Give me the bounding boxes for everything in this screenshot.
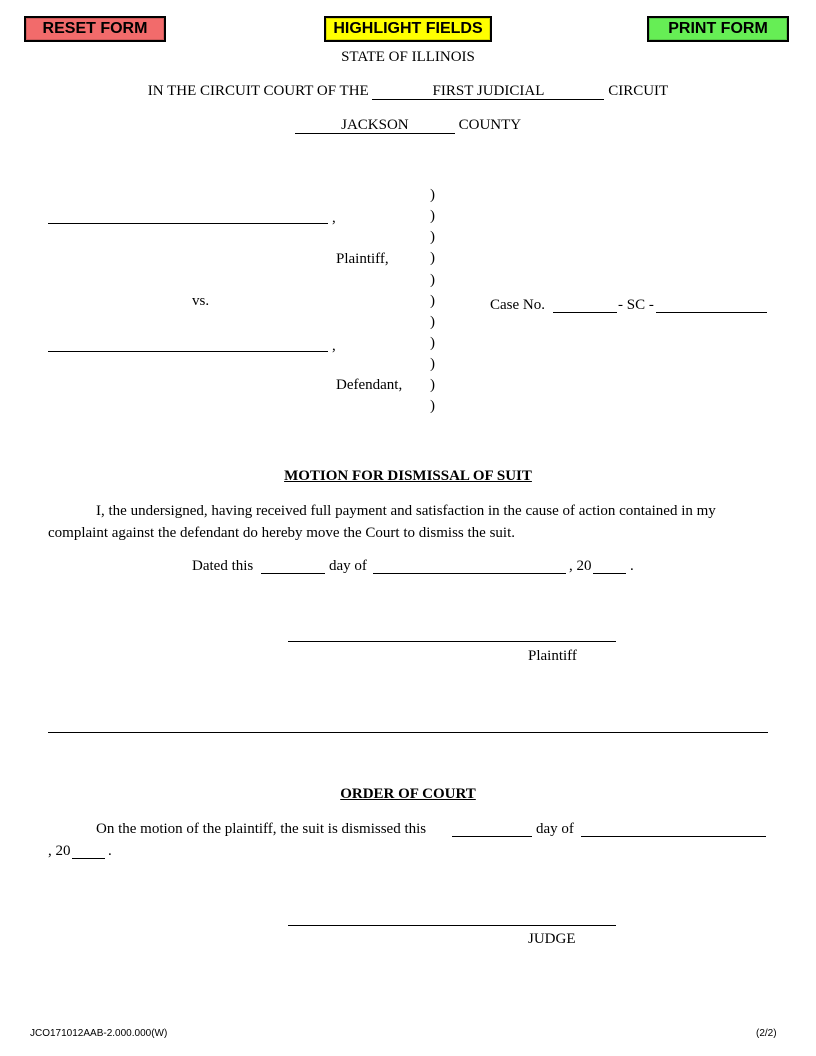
plaintiff-label: Plaintiff, [336,251,389,267]
motion-year-input[interactable] [593,558,626,574]
order-period: . [108,843,112,859]
dated-this-label: Dated this [192,558,254,574]
court-prefix: IN THE CIRCUIT COURT OF THE [147,83,369,99]
caption-paren: ) [430,335,435,351]
county-field[interactable]: JACKSON [295,118,455,134]
form-id: JCO171012AAB-2.000.000(W) [30,1028,168,1039]
caption-paren: ) [430,398,435,414]
case-sc-label: - SC - [618,297,654,313]
caption-paren: ) [430,314,435,330]
vs-label: vs. [192,293,210,309]
print-form-button[interactable]: PRINT FORM [647,16,789,42]
order-title: ORDER OF COURT [340,786,476,802]
caption-paren: ) [430,229,435,245]
motion-comma-20: , 20 [569,558,592,574]
defendant-comma: , [332,338,336,354]
caption-paren: ) [430,293,435,309]
plaintiff-signature-label: Plaintiff [528,648,577,664]
case-number-input[interactable] [656,297,767,313]
court-line [0,83,816,100]
circuit-suffix: CIRCUIT [608,83,669,99]
plaintiff-signature-line [288,641,616,642]
case-year-input[interactable] [553,297,617,313]
order-day-of-label: day of [536,821,574,837]
judge-signature-line [288,925,616,926]
judge-signature-label: JUDGE [528,931,576,947]
order-body-start: On the motion of the plaintiff, the suit is dismissed this [96,821,427,837]
county-suffix: COUNTY [458,117,522,133]
motion-period: . [630,558,634,574]
section-divider [48,732,768,733]
motion-day-of-label: day of [329,558,367,574]
case-no-label: Case No. [490,297,545,313]
motion-body: I, the undersigned, having received full payment and satisfaction in the cause of action contained in my complaint against the defendant do hereby move the Court to dismiss the suit. [48,503,716,541]
county-line [0,117,816,134]
caption-paren: ) [430,187,435,203]
plaintiff-name-input[interactable] [48,208,328,224]
caption-paren: ) [430,377,435,393]
caption-paren: ) [430,272,435,288]
caption-paren: ) [430,208,435,224]
order-year-input[interactable] [72,843,105,859]
defendant-label: Defendant, [336,377,403,393]
state-heading: STATE OF ILLINOIS [341,49,475,65]
defendant-name-input[interactable] [48,336,328,352]
motion-month-input[interactable] [373,558,566,574]
plaintiff-comma: , [332,210,336,226]
motion-title: MOTION FOR DISMISSAL OF SUIT [284,468,532,484]
order-month-input[interactable] [581,821,766,837]
highlight-fields-button[interactable]: HIGHLIGHT FIELDS [324,16,492,42]
circuit-field[interactable]: FIRST JUDICIAL [372,84,604,100]
reset-form-button[interactable]: RESET FORM [24,16,166,42]
order-day-input[interactable] [452,821,532,837]
page-number: (2/2) [756,1028,777,1039]
order-comma-20: , 20 [48,843,71,859]
motion-day-input[interactable] [261,558,325,574]
caption-paren: ) [430,356,435,372]
caption-paren: ) [430,250,435,266]
